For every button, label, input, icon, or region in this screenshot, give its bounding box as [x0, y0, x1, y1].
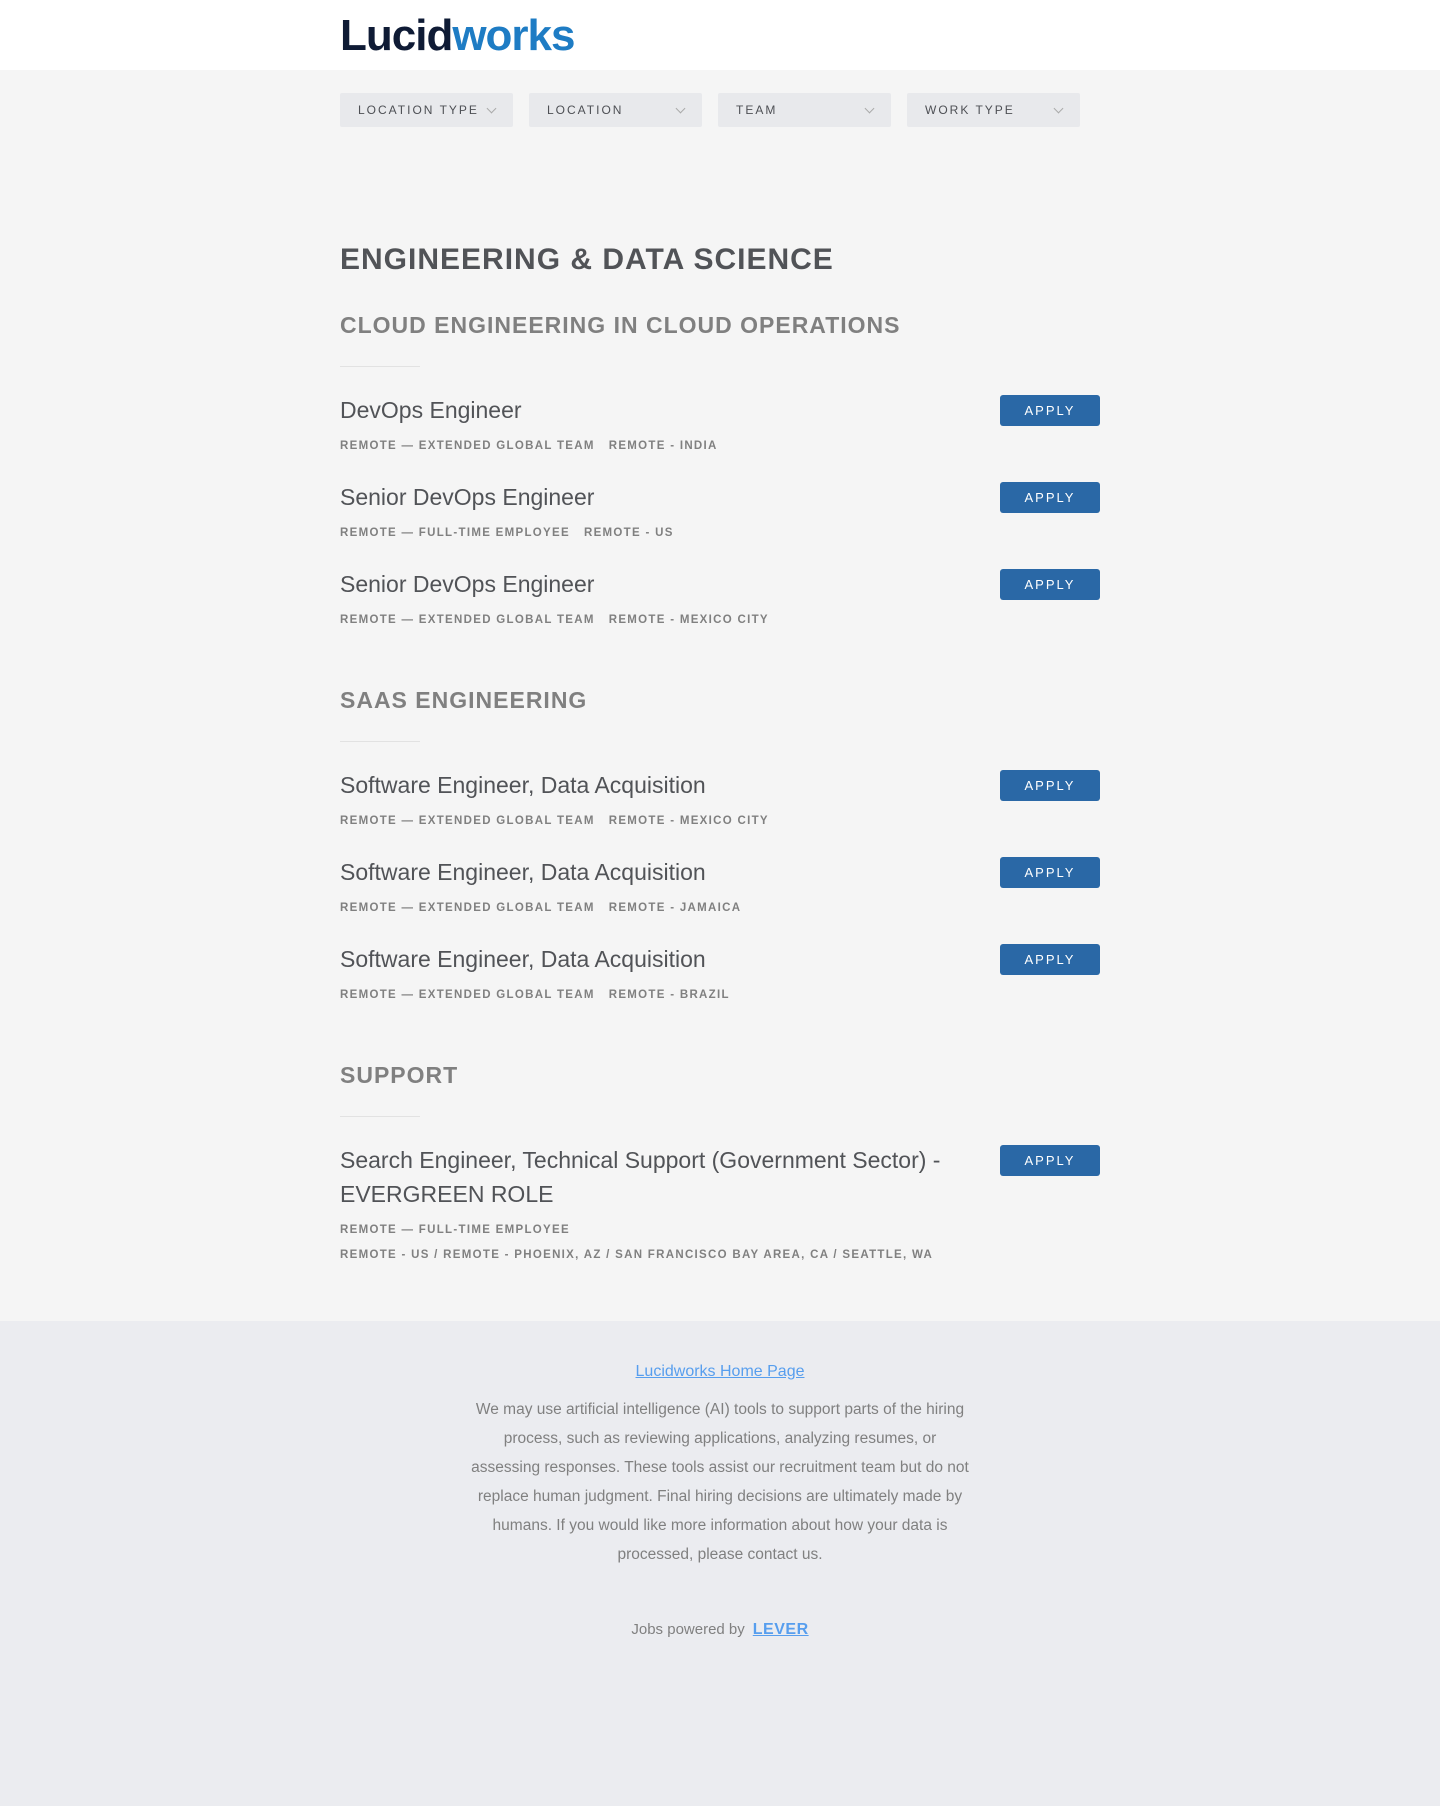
chevron-down-icon: [487, 103, 497, 113]
chevron-down-icon: [865, 103, 875, 113]
job-location: REMOTE - JAMAICA: [608, 902, 742, 914]
job-title-link[interactable]: Senior DevOps Engineer: [340, 484, 595, 510]
job-title-link[interactable]: Search Engineer, Technical Support (Government Sector) - EVERGREEN ROLE: [340, 1147, 941, 1207]
job-group: [340, 1060, 1100, 1261]
apply-button[interactable]: APPLY: [1000, 857, 1100, 888]
filter-team[interactable]: [718, 93, 891, 127]
job-group: [340, 310, 1100, 629]
job-posting: [340, 942, 1100, 1004]
filter-label: LOCATION TYPE: [358, 103, 479, 117]
job-meta: [340, 1221, 960, 1239]
job-posting: [340, 768, 1100, 830]
work-type: REMOTE — EXTENDED GLOBAL TEAM: [340, 902, 595, 914]
work-type: REMOTE — EXTENDED GLOBAL TEAM: [340, 440, 595, 452]
divider: [340, 741, 420, 742]
job-meta: [340, 437, 718, 455]
job-posting: [340, 480, 1100, 542]
divider: [340, 366, 420, 367]
job-title-link[interactable]: Senior DevOps Engineer: [340, 571, 595, 597]
job-meta: [340, 899, 741, 917]
powered-by: [0, 1621, 1440, 1639]
apply-button[interactable]: APPLY: [1000, 395, 1100, 426]
home-page-link[interactable]: Lucidworks Home Page: [635, 1363, 805, 1380]
job-posting: [340, 855, 1100, 917]
job-location: REMOTE - BRAZIL: [608, 989, 730, 1001]
job-meta: [340, 812, 769, 830]
group-title: SUPPORT: [340, 1062, 459, 1088]
header: [0, 0, 1440, 70]
work-type: REMOTE — FULL-TIME EMPLOYEE: [340, 527, 570, 539]
job-posting: [340, 393, 1100, 455]
main-content: [340, 70, 1100, 1261]
job-groups: [340, 310, 1100, 1261]
filter-location[interactable]: [529, 93, 702, 127]
ai-notice: We may use artificial intelligence (AI) tools to support parts of the hiring process, such as reviewing applications, analyzing resumes, or assessing responses. These tools assist our recruitment team but do not replace human judgment. Final hiring decisions are ultimately made by humans. If you would like more information about how your data is processed, please contact us.: [471, 1401, 969, 1563]
job-title-link[interactable]: Software Engineer, Data Acquisition: [340, 859, 706, 885]
powered-by-text: Jobs powered by: [631, 1621, 745, 1638]
department-title: ENGINEERING & DATA SCIENCE: [340, 243, 834, 276]
footer: [0, 1321, 1440, 1806]
filter-label: WORK TYPE: [925, 103, 1015, 117]
job-title-link[interactable]: Software Engineer, Data Acquisition: [340, 772, 706, 798]
job-location: REMOTE - MEXICO CITY: [608, 614, 769, 626]
work-type: REMOTE — EXTENDED GLOBAL TEAM: [340, 614, 595, 626]
work-type: REMOTE — FULL-TIME EMPLOYEE: [340, 1224, 570, 1236]
apply-button[interactable]: APPLY: [1000, 482, 1100, 513]
logo-text-dark: Lucid: [340, 11, 453, 60]
job-meta: [340, 986, 730, 1004]
divider: [340, 1116, 420, 1117]
job-meta: [340, 611, 769, 629]
work-type: REMOTE — EXTENDED GLOBAL TEAM: [340, 815, 595, 827]
lucidworks-logo[interactable]: [340, 0, 575, 58]
group-title: CLOUD ENGINEERING IN CLOUD OPERATIONS: [340, 312, 901, 338]
chevron-down-icon: [676, 103, 686, 113]
chevron-down-icon: [1054, 103, 1064, 113]
filter-label: LOCATION: [547, 103, 624, 117]
apply-button[interactable]: APPLY: [1000, 770, 1100, 801]
job-meta: [340, 524, 674, 542]
job-location: REMOTE - INDIA: [608, 440, 718, 452]
job-posting: [340, 1143, 1100, 1261]
job-location: REMOTE - MEXICO CITY: [608, 815, 769, 827]
job-location: REMOTE - US / REMOTE - PHOENIX, AZ / SAN FRANCISCO BAY AREA, CA / SEATTLE, WA: [340, 1249, 934, 1261]
apply-button[interactable]: APPLY: [1000, 1145, 1100, 1176]
filter-location-type[interactable]: [340, 93, 513, 127]
filter-work-type[interactable]: [907, 93, 1080, 127]
job-title-link[interactable]: DevOps Engineer: [340, 397, 522, 423]
filter-bar: [340, 70, 1100, 198]
group-title: SAAS ENGINEERING: [340, 687, 588, 713]
job-title-link[interactable]: Software Engineer, Data Acquisition: [340, 946, 706, 972]
job-location: REMOTE - US: [583, 527, 674, 539]
lever-logo[interactable]: LEVER: [752, 1621, 809, 1638]
job-group: [340, 685, 1100, 1004]
apply-button[interactable]: APPLY: [1000, 944, 1100, 975]
apply-button[interactable]: APPLY: [1000, 569, 1100, 600]
job-posting: [340, 567, 1100, 629]
work-type: REMOTE — EXTENDED GLOBAL TEAM: [340, 989, 595, 1001]
logo-text-blue: works: [452, 11, 575, 60]
filter-label: TEAM: [736, 103, 778, 117]
